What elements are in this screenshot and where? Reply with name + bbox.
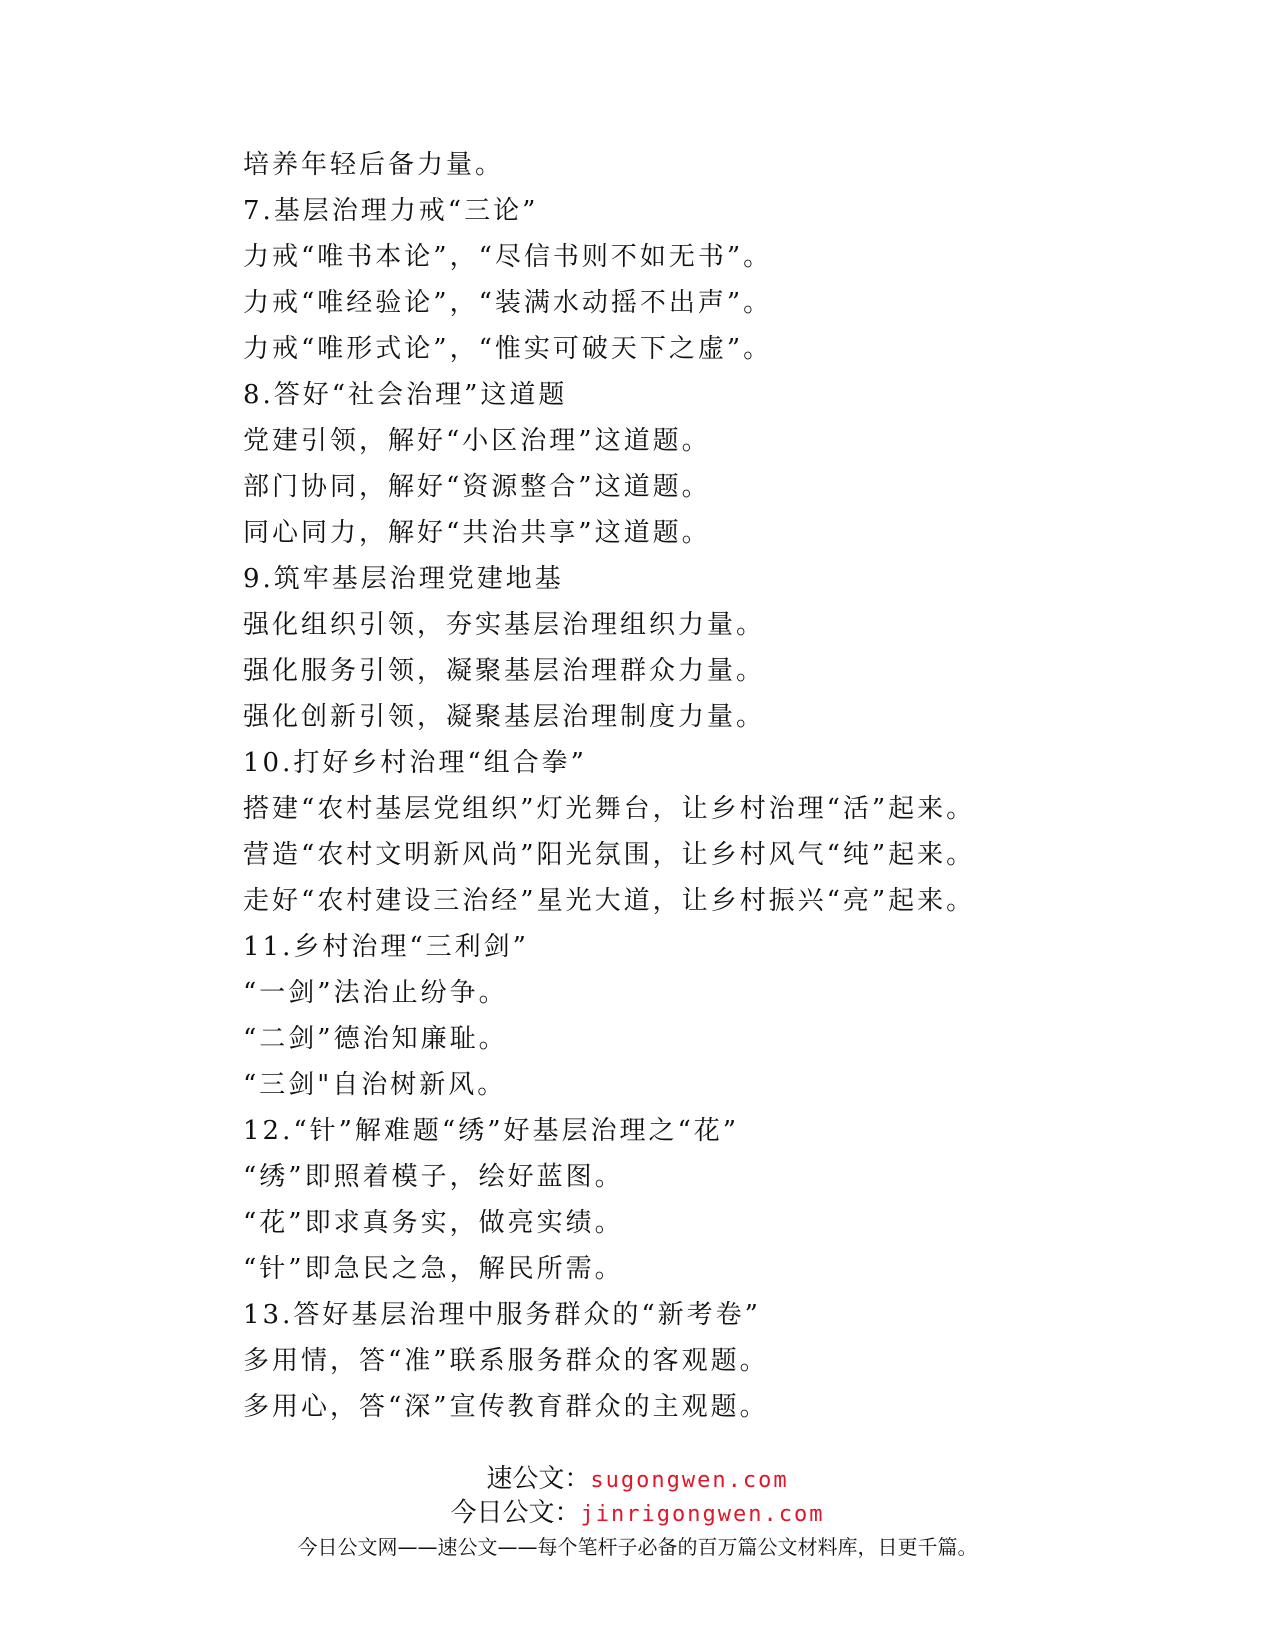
section-heading: 8.答好“社会治理”这道题 [243,380,568,410]
text-line: 党建引领，解好“小区治理”这道题。 [243,426,711,456]
text-line: “绣”即照着模子，绘好蓝图。 [243,1162,624,1192]
footer-jinrigongwen [0,1496,1275,1530]
footer-link-jinrigongwen[interactable]: jinrigongwen.com [580,1502,825,1527]
text-line: “花”即求真务实，做亮实绩。 [243,1208,624,1238]
text-line: 强化服务引领，凝聚基层治理群众力量。 [243,656,766,686]
text-line: 搭建“农村基层党组织”灯光舞台，让乡村治理“活”起来。 [243,794,976,824]
section-heading: 10.打好乡村治理“组合拳” [243,748,587,778]
text-line: 营造“农村文明新风尚”阳光氛围，让乡村风气“纯”起来。 [243,840,976,870]
text-line: 强化创新引领，凝聚基层治理制度力量。 [243,702,766,732]
section-heading: 11.乡村治理“三利剑” [243,932,529,962]
text-line: “针”即急民之急，解民所需。 [243,1254,624,1284]
section-heading: 7.基层治理力戒“三论” [243,196,539,226]
page-footer [0,1462,1275,1564]
text-line: 强化组织引领，夯实基层治理组织力量。 [243,610,766,640]
text-line: 力戒“唯形式论”，“惟实可破天下之虚”。 [243,334,773,364]
text-line: 培养年轻后备力量。 [243,150,505,180]
footer-label-jinrigongwen: 今日公文： [450,1498,581,1528]
text-line: 力戒“唯经验论”，“装满水动摇不出声”。 [243,288,773,318]
text-line: 部门协同，解好“资源整合”这道题。 [243,472,711,502]
text-line: “二剑”德治知廉耻。 [243,1024,508,1054]
text-line: 同心同力，解好“共治共享”这道题。 [243,518,711,548]
text-line: 走好“农村建设三治经”星光大道，让乡村振兴“亮”起来。 [243,886,976,916]
document-body [243,142,1143,1430]
text-line: “一剑”法治止纷争。 [243,978,508,1008]
footer-sugongwen [0,1462,1275,1496]
text-line: 多用情，答“准”联系服务群众的客观题。 [243,1346,769,1376]
footer-label-sugongwen: 速公文： [486,1464,591,1494]
section-heading: 12.“针”解难题“绣”好基层治理之“花” [243,1116,740,1146]
section-heading: 13.答好基层治理中服务群众的“新考卷” [243,1300,761,1330]
text-line: 力戒“唯书本论”，“尽信书则不如无书”。 [243,242,773,272]
text-line: 多用心，答“深”宣传教育群众的主观题。 [243,1392,769,1422]
footer-link-sugongwen[interactable]: sugongwen.com [590,1468,789,1493]
section-heading: 9.筑牢基层治理党建地基 [243,564,564,594]
text-line: “三剑"自治树新风。 [243,1070,507,1100]
footer-slogan: 今日公文网——速公文——每个笔杆子必备的百万篇公文材料库，日更千篇。 [297,1535,978,1559]
